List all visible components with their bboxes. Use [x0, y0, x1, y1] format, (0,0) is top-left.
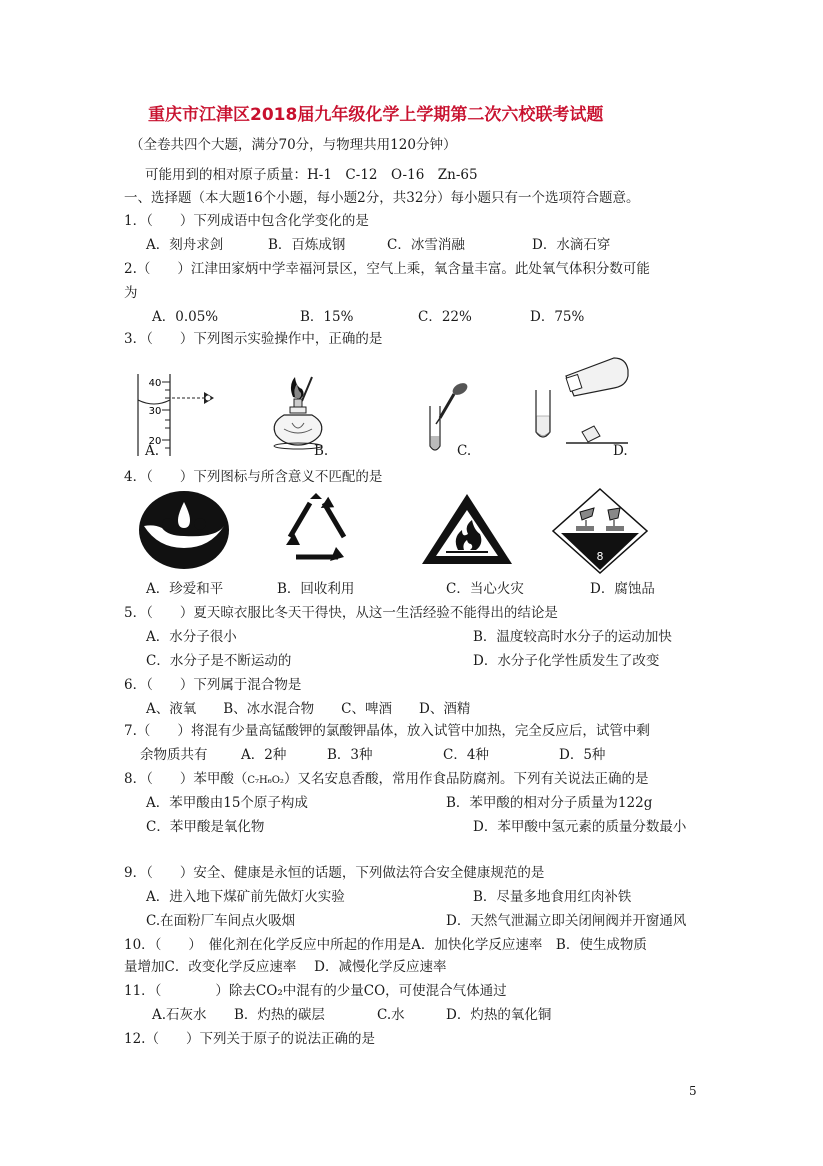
q10-stem: 10．（ ） 催化剂在化学反应中所起的作用是A．加快化学反应速率 B．使生成物质 — [124, 937, 647, 953]
q3-option-a: A. — [145, 443, 160, 459]
corrosive-hazard-icon — [552, 488, 648, 574]
peace-symbol-icon — [138, 490, 230, 570]
q2-option-a: A．0.05% — [152, 309, 219, 325]
cylinder-tick-20: 20 — [148, 436, 162, 447]
q4-option-c: C．当心火灾 — [446, 581, 524, 597]
q3-option-b: B. — [314, 443, 329, 459]
q9-option-b: B．尽量多地食用红肉补铁 — [473, 889, 632, 905]
page-number: 5 — [689, 1084, 697, 1098]
q7-stem-cont: 余物质共有 — [140, 747, 208, 763]
q9-stem: 9．（ ）安全、健康是永恒的话题，下列做法符合安全健康规范的是 — [124, 865, 545, 881]
exam-subtitle: （全卷共四个大题，满分70分，与物理共用120分钟） — [130, 137, 457, 153]
q1-stem: 1．（ ）下列成语中包含化学变化的是 — [124, 213, 369, 229]
q4-option-d: D．腐蚀品 — [590, 581, 655, 597]
q7-option-a: A．2种 — [241, 747, 287, 763]
q11-stem: 11．（ ）除去CO₂中混有的少量CO，可使混合气体通过 — [124, 983, 507, 999]
q9-option-d: D．天然气泄漏立即关闭闸阀并开窗通风 — [446, 913, 687, 929]
q10-stem-cont: 量增加C．改变化学反应速率 D．减慢化学反应速率 — [124, 959, 447, 975]
q8-stem — [124, 770, 648, 790]
q5-stem: 5．（ ）夏天晾衣服比冬天干得快，从这一生活经验不能得出的结论是 — [124, 605, 558, 621]
q8-option-a: A．苯甲酸由15个原子构成 — [146, 795, 308, 811]
q8-option-d: D．苯甲酸中氢元素的质量分数最小 — [473, 819, 687, 835]
fire-warning-icon — [418, 490, 516, 568]
q6-options: A、液氧 B、冰水混合物 C、啤酒 D、酒精 — [146, 701, 471, 717]
q4-option-a: A．珍爱和平 — [146, 581, 224, 597]
q11-option-c: C.水 — [377, 1007, 405, 1023]
pouring-reagent-figure — [528, 354, 633, 446]
q3-option-c: C. — [457, 443, 472, 459]
q11-option-b: B．灼热的碳层 — [234, 1007, 325, 1023]
q11-option-a: A.石灰水 — [152, 1007, 207, 1023]
q2-option-c: C．22% — [418, 309, 472, 325]
q5-option-b: B．温度较高时水分子的运动加快 — [473, 629, 672, 645]
q7-option-b: B．3种 — [327, 747, 373, 763]
q9-option-a: A．进入地下煤矿前先做灯火实验 — [146, 889, 345, 905]
q1-option-a: A．刻舟求剑 — [146, 237, 224, 253]
atomic-masses: 可能用到的相对原子质量：H-1 C-12 O-16 Zn-65 — [145, 167, 478, 183]
page-title: 重庆市江津区2018届九年级化学上学期第二次六校联考试题 — [148, 105, 604, 125]
q6-stem: 6．（ ）下列属于混合物是 — [124, 677, 302, 693]
q1-option-c: C．冰雪消融 — [387, 237, 465, 253]
q11-option-d: D．灼热的氧化铜 — [446, 1007, 552, 1023]
q2-option-d: D．75% — [530, 309, 585, 325]
corrosive-class-number: 8 — [596, 550, 604, 563]
cylinder-tick-30: 30 — [148, 406, 162, 417]
q8-stem-post: ）又名安息香酸，常用作食品防腐剂。下列有关说法正确的是 — [283, 771, 649, 787]
q1-option-d: D．水滴石穿 — [532, 237, 611, 253]
q7-option-c: C．4种 — [443, 747, 489, 763]
q8-option-b: B．苯甲酸的相对分子质量为122g — [446, 795, 653, 811]
q12-stem: 12.（ ）下列关于原子的说法正确的是 — [124, 1031, 375, 1047]
q9-option-c: C.在面粉厂车间点火吸烟 — [146, 913, 296, 929]
recycle-icon — [276, 493, 360, 567]
q7-option-d: D．5种 — [559, 747, 606, 763]
q2-stem-cont: 为 — [124, 285, 138, 301]
q1-option-b: B．百炼成钢 — [268, 237, 346, 253]
q5-option-a: A．水分子很小 — [146, 629, 237, 645]
q4-stem: 4．（ ）下列图标与所含意义不匹配的是 — [124, 469, 383, 485]
q8-stem-pre: 8．（ ）苯甲酸（ — [124, 771, 248, 787]
cylinder-tick-40: 40 — [148, 378, 162, 389]
q4-option-b: B．回收利用 — [277, 581, 355, 597]
section-1-heading: 一、选择题（本大题16个小题，每小题2分，共32分）每小题只有一个选项符合题意。 — [124, 190, 640, 206]
q7-stem: 7.（ ）将混有少量高锰酸钾的氯酸钾晶体，放入试管中加热，完全反应后，试管中剩 — [124, 723, 650, 739]
alcohol-lamp-figure — [262, 375, 334, 450]
q8-formula: C₇H₆O₂ — [247, 775, 284, 786]
q5-option-c: C．水分子是不断运动的 — [146, 653, 292, 669]
q2-option-b: B．15% — [300, 309, 354, 325]
q3-option-d: D. — [613, 443, 628, 459]
q3-stem: 3．（ ）下列图示实验操作中，正确的是 — [124, 331, 383, 347]
q8-option-c: C．苯甲酸是氧化物 — [146, 819, 265, 835]
q2-stem: 2.（ ）江津田家炳中学幸福河景区，空气上乘，氧含量丰富。此处氧气体积分数可能 — [124, 261, 650, 277]
q5-option-d: D．水分子化学性质发生了改变 — [473, 653, 660, 669]
